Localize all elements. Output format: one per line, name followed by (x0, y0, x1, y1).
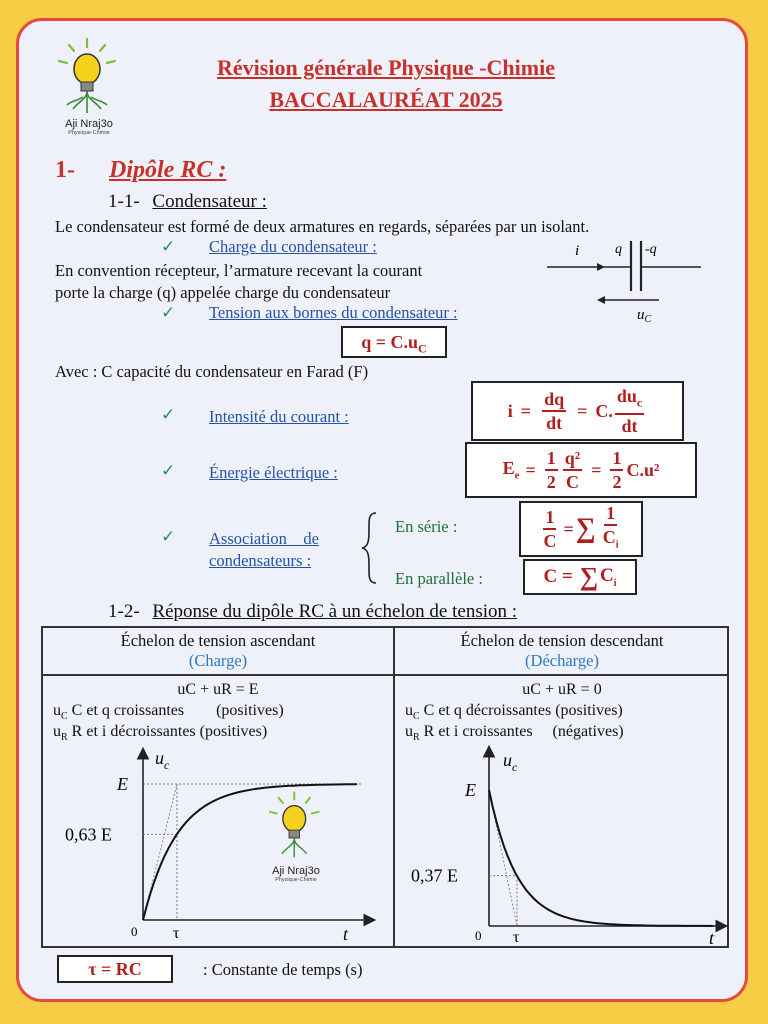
frac-c: C (565, 472, 579, 492)
frac-one: 1 (604, 502, 617, 526)
formula-i: i (507, 400, 513, 421)
col-header-left-title: Échelon de tension ascendant (120, 631, 316, 650)
graph-right-ylabel: $u_c$ (503, 750, 518, 774)
tau-formula: τ = RC (88, 959, 142, 979)
left-equation: uC + uR = E (177, 681, 259, 698)
charge-title: Charge du condensateur : (209, 237, 377, 256)
formula-q: q = C.u (361, 332, 419, 352)
frac-dt: dt (546, 413, 563, 433)
graph-right-t-label: t (709, 928, 715, 946)
brand-name: Aji Nraj3o (65, 118, 113, 130)
equals-sign: = (577, 400, 588, 421)
formula-serie-box (519, 501, 643, 557)
lightbulb-icon (261, 788, 331, 860)
lightbulb-icon (49, 35, 129, 115)
equals-sign: = (563, 518, 574, 539)
graph-left-063-label: 0,63 E (65, 824, 112, 845)
graph-left-origin: 0 (131, 924, 138, 939)
frac-dt: dt (621, 416, 638, 437)
col-header-left-sub: (Charge) (188, 651, 248, 670)
subsection-1-1-title: Condensateur : (152, 191, 267, 212)
watermark-logo (261, 788, 331, 883)
formula-c-dot: C. (595, 400, 613, 421)
serie-label: En série : (395, 517, 458, 536)
frac-du-sub: c (636, 395, 643, 410)
formula-q-sub: C (418, 341, 427, 356)
equals-sign: = (525, 459, 536, 480)
formula-cu2: C.u² (626, 459, 660, 480)
left-line-1: $u_C$ C et q croissantes (positives) (53, 702, 284, 723)
formula-intensity-box (471, 381, 684, 441)
capacitor-diagram (539, 233, 709, 323)
checkmark-icon: ✓ (161, 303, 176, 322)
sum-icon: ∑ (579, 562, 599, 591)
formula-q-box (341, 326, 447, 358)
tension-title: Tension aux bornes du condensateur : (209, 303, 458, 322)
graph-left-t-label: t (343, 924, 349, 944)
frac-ci-sub: i (615, 539, 619, 551)
charge-minus-q-label: -q (645, 242, 657, 257)
subsection-1-2-title: Réponse du dipôle RC à un échelon de tension : (152, 601, 518, 622)
graph-right-origin: 0 (475, 928, 482, 943)
formula-par-lhs: C = (543, 566, 578, 587)
curly-brace (360, 511, 380, 585)
right-line-1: $u_C$ C et q décroissantes (positives) (405, 702, 623, 723)
section1-title: Dipôle RC : (109, 157, 227, 183)
page-title-line2: BACCALAURÉAT 2025 (269, 87, 503, 112)
charge-text-1: En convention récepteur, l’armature recevant la courant (55, 261, 423, 280)
graph-right-tau-label: τ (513, 929, 520, 946)
col-header-right-title: Échelon de tension descendant (460, 631, 664, 650)
checkmark-icon: ✓ (161, 237, 176, 256)
formula-ee-sub: e (514, 469, 520, 482)
frac-q2: q² (563, 447, 582, 471)
graph-right-curve (489, 790, 713, 926)
graph-right-037-label: 0,37 E (411, 865, 458, 886)
brand-subtitle: Physique-Chimie (68, 130, 110, 136)
col-header-left (43, 631, 393, 671)
subsection-1-1-number: 1-1- (108, 191, 140, 212)
formula-par-ci: C (600, 565, 614, 587)
checkmark-icon: ✓ (161, 405, 176, 424)
condensateur-intro: Le condensateur est formé de deux armatures en regards, séparées par un isolant. (55, 217, 590, 236)
frac-c: C (543, 531, 557, 551)
rc-response-table (41, 626, 729, 948)
intensite-title: Intensité du courant : (209, 407, 349, 426)
frac-one: 1 (610, 447, 623, 471)
frac-ci: C (602, 526, 616, 547)
energie-title: Énergie électrique : (209, 463, 338, 482)
right-equation: uC + uR = 0 (522, 681, 602, 698)
subsection-1-2-heading (108, 601, 517, 623)
discharge-graph (395, 740, 729, 946)
graph-right-e-label: E (465, 780, 476, 800)
sum-icon: ∑ (575, 513, 596, 544)
checkmark-icon: ✓ (161, 527, 176, 546)
association-title-1: Association de (209, 529, 319, 548)
frac-two: 2 (612, 472, 622, 492)
uc-label: $u_C$ (637, 307, 652, 323)
formula-par-ci-sub: i (613, 577, 617, 589)
current-label: i (575, 243, 580, 259)
checkmark-icon: ✓ (161, 461, 176, 480)
equals-sign: = (591, 459, 602, 480)
subsection-1-1-heading (108, 191, 267, 213)
right-line-2: $u_R$ R et i croissantes (négatives) (405, 723, 624, 744)
formula-energy-box (465, 442, 697, 498)
frac-dq: dq (542, 388, 566, 412)
tau-formula-box (57, 955, 173, 983)
section1-heading (55, 157, 226, 184)
left-line-2: $u_R$ R et i décroissantes (positives) (53, 723, 268, 744)
frac-du: du (616, 385, 637, 406)
watermark-brand-subtitle: Physique-Chimie (275, 877, 317, 883)
graph-left-tau-label: τ (173, 925, 180, 942)
parallele-label: En parallèle : (395, 569, 483, 588)
frac-two: 2 (546, 472, 556, 492)
charge-graph (43, 740, 393, 946)
brand-logo (49, 35, 129, 145)
section1-number: 1- (55, 157, 75, 183)
formula-parallele-box (523, 559, 637, 595)
association-title-2: condensateurs : (209, 551, 312, 570)
col-header-right-sub: (Décharge) (525, 651, 599, 670)
page-title-line1: Révision générale Physique -Chimie (217, 55, 555, 80)
graph-left-e-label: E (117, 774, 128, 794)
page-sheet (16, 18, 748, 1002)
frac-one: 1 (543, 506, 556, 530)
subsection-1-2-number: 1-2- (108, 601, 140, 622)
watermark-brand-name: Aji Nraj3o (272, 865, 320, 877)
col-header-right (395, 631, 729, 671)
formula-ee: E (502, 458, 515, 479)
capacity-definition: Avec : C capacité du condensateur en Farad (F) (55, 362, 369, 381)
charge-text-2: porte la charge (q) appelée charge du condensateur (55, 283, 391, 302)
graph-left-ylabel: $u_c$ (155, 748, 170, 772)
charge-q-label: q (615, 242, 622, 257)
frac-one: 1 (545, 447, 558, 471)
tau-description: : Constante de temps (s) (203, 960, 363, 979)
equals-sign: = (520, 400, 532, 421)
